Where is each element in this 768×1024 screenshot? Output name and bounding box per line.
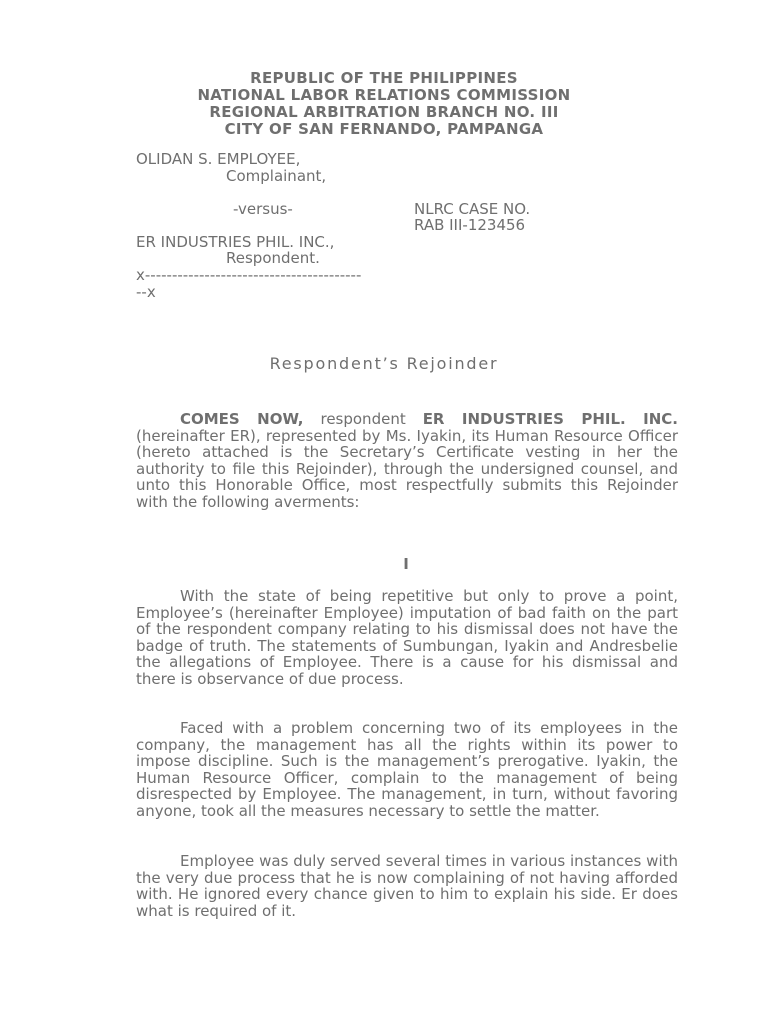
intro-lead: COMES NOW, [180, 410, 304, 428]
intro-text-b: (hereinafter ER), represented by Ms. Iyakin, its Human Resource Officer (hereto attached is the Secretary’s Certificate vesting in her the authority to file this Rejoinder), through the undersigned counsel, and unto this Honorable Office, most respectfully submits this Rejoinder with the following averments: [136, 426, 678, 511]
respondent-name: ER INDUSTRIES PHIL. INC., [136, 233, 335, 251]
intro-text-a: respondent [303, 410, 423, 428]
caption-divider: x---------------------------------------- [136, 266, 362, 284]
case-number-label: NLRC CASE NO. [414, 200, 531, 218]
header-city: CITY OF SAN FERNANDO, PAMPANGA [224, 120, 544, 138]
caption-divider-end: --x [136, 283, 156, 301]
intro-paragraph [136, 411, 678, 510]
respondent-role: Respondent. [226, 249, 320, 267]
body-paragraph-2: Faced with a problem concerning two of its employees in the company, the management has all the rights within its power to impose discipline. Such is the management’s prerogative. Iyakin, the Human Resource Officer, complain to the management of being disrespected by Employee. The management, in turn, without favoring anyone, took all the measures necessary to settle the matter. [136, 719, 678, 820]
document-title: Respondent’s Rejoinder [269, 354, 499, 373]
intro-company: ER INDUSTRIES PHIL. INC. [422, 410, 678, 428]
complainant-role: Complainant, [226, 167, 327, 185]
case-number-value: RAB III-123456 [414, 216, 526, 234]
complainant-name: OLIDAN S. EMPLOYEE, [136, 150, 301, 168]
versus-label: -versus- [233, 200, 293, 218]
section-numeral: I [403, 555, 409, 573]
header-commission: NATIONAL LABOR RELATIONS COMMISSION [197, 86, 571, 104]
header-branch: REGIONAL ARBITRATION BRANCH NO. III [209, 103, 559, 121]
body-paragraph-1: With the state of being repetitive but only to prove a point, Employee’s (hereinafter Employee) imputation of bad faith on the part of the respondent company relating to his dismissal does not have the badge of truth. The statements of Sumbungan, Iyakin and Andresbelie the allegations of Employee. There is a cause for his dismissal and there is observance of due process. [136, 587, 678, 688]
header-republic: REPUBLIC OF THE PHILIPPINES [250, 69, 518, 87]
body-paragraph-3: Employee was duly served several times in various instances with the very due process that he is now complaining of not having afforded with. He ignored every chance given to him to explain his side. Er does what is required of it. [136, 852, 678, 920]
